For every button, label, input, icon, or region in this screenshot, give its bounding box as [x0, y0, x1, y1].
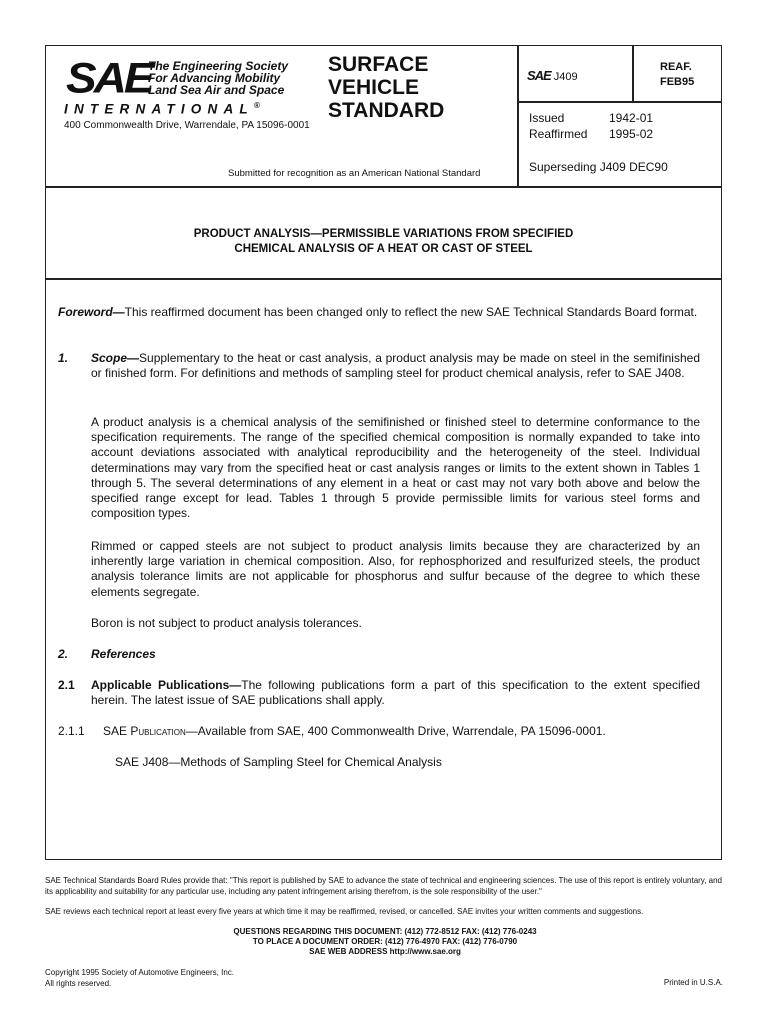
- section-2-1-1-number: 2.1.1: [58, 724, 85, 738]
- divider-title-bottom: [45, 278, 722, 280]
- footer-questions: QUESTIONS REGARDING THIS DOCUMENT: (412) 772-8512 FAX: (412) 776-0243: [233, 927, 537, 936]
- issue-dates: [529, 111, 653, 142]
- reaffirmation-box: [660, 60, 694, 90]
- divider-header-bottom: [45, 186, 722, 188]
- divider-reaf-left: [632, 45, 634, 102]
- reference-j408: SAE J408—Methods of Sampling Steel for Chemical Analysis: [115, 755, 442, 769]
- section-2-heading: References: [91, 647, 156, 661]
- scope-text: Supplementary to the heat or cast analysis, a product analysis may be made on steel in the semifinished or finished form. For definitions and methods of sampling steel for product chemical analysis, refer to SAE J408.: [91, 351, 700, 381]
- footer-rules: SAE Technical Standards Board Rules provide that: "This report is published by SAE to advance the state of technical and engineering sciences. The use of this report is entirely voluntary, and its applicability and suitability for any particular use, including any patent infringement arising therefrom, is the sole responsibility of the user.": [45, 876, 723, 896]
- reaffirmed-value: 1995-02: [609, 126, 654, 141]
- sae-logo: SAE: [66, 54, 152, 102]
- foreword-text: This reaffirmed document has been changed only to reflect the new SAE Technical Standards Board format.: [124, 305, 698, 319]
- divider-docinfo-row: [517, 101, 722, 103]
- tagline-line-1: The Engineering Society: [148, 59, 289, 73]
- footer-contacts: [45, 927, 725, 957]
- applicable-publications-label: Applicable Publications—: [91, 678, 242, 692]
- issued-label: Issued: [529, 111, 565, 125]
- reaf-label: REAF.: [660, 61, 692, 73]
- sae-publication-text: —Available from SAE, 400 Commonwealth Drive, Warrendale, PA 15096-0001.: [185, 724, 606, 738]
- title-line-1: PRODUCT ANALYSIS—PERMISSIBLE VARIATIONS FROM SPECIFIED: [193, 228, 574, 240]
- section-1-scope: [91, 351, 700, 381]
- reaf-date: FEB95: [660, 76, 695, 88]
- footer-web[interactable]: SAE WEB ADDRESS http://www.sae.org: [309, 947, 461, 956]
- paragraph-rimmed-steels: Rimmed or capped steels are not subject to product analysis limits because they are characterized by an inherently large variation in chemical composition. Also, for rephosphorized and resulfurized steels, the product analysis tolerance limits are not applicable for phosphorus and sulfur because of the degree to which these elements segregate.: [91, 539, 700, 599]
- rights-line: All rights reserved.: [45, 978, 112, 988]
- doc-type-line-2: VEHICLE: [328, 76, 420, 99]
- footer-printed: Printed in U.S.A.: [663, 978, 723, 987]
- sae-tagline: [148, 60, 288, 96]
- superseding-note: Superseding J409 DEC90: [529, 160, 668, 174]
- doc-type-line-1: SURFACE: [328, 53, 429, 76]
- footer-order: TO PLACE A DOCUMENT ORDER: (412) 776-4970 FAX: (412) 776-0790: [252, 937, 518, 946]
- section-2-1-1: [103, 724, 703, 739]
- doc-type-line-3: STANDARD: [328, 99, 445, 122]
- applicable-publications-text: The following publications form a part of this specification to the extent specified herein. The latest issue of SAE publications shall apply.: [91, 678, 701, 708]
- foreword: [58, 305, 700, 320]
- scope-label: Scope—: [91, 351, 140, 365]
- registered-mark: ®: [253, 101, 260, 110]
- document-title: [46, 227, 721, 257]
- doc-number-text: J409: [553, 71, 578, 83]
- divider-docinfo-left: [517, 45, 519, 187]
- document-number: [527, 68, 578, 83]
- sae-publication-label: SAE Publication: [103, 724, 186, 738]
- paragraph-product-analysis: A product analysis is a chemical analysis of the semifinished or finished steel to determine conformance to the specification requirements. The range of the specified chemical composition is normally expanded to take into account deviations associated with analytical reproducibility and the heterogeneity of the steel. Individual determinations may vary from the specified heat or cast analysis ranges or limits to the extent shown in Tables 1 through 5. The several determinations of any element in a heat or cast may not vary both above and below the specified range except for lead. Tables 1 through 5 provide permissible limits for various steel forms and composition types.: [91, 415, 700, 521]
- reaffirmed-label: Reaffirmed: [529, 126, 588, 141]
- tagline-line-2: For Advancing Mobility: [148, 71, 281, 85]
- section-2-number: 2.: [58, 647, 69, 661]
- section-2-1-number: 2.1: [58, 678, 75, 692]
- sae-address: 400 Commonwealth Drive, Warrendale, PA 15096-0001: [64, 120, 310, 131]
- submitted-note: Submitted for recognition as an American National Standard: [228, 168, 481, 179]
- tagline-line-3: Land Sea Air and Space: [148, 83, 285, 97]
- document-type: [328, 53, 444, 122]
- issued-value: 1942-01: [609, 111, 654, 125]
- footer-review: SAE reviews each technical report at least every five years at which time it may be reaffirmed, revised, or cancelled. SAE invites your written comments and suggestions.: [45, 907, 644, 916]
- doc-sae-logo: SAE: [527, 68, 551, 83]
- paragraph-boron: Boron is not subject to product analysis tolerances.: [91, 616, 362, 630]
- copyright-line: Copyright 1995 Society of Automotive Engineers, Inc.: [45, 968, 234, 977]
- section-1-number: 1.: [58, 351, 69, 365]
- section-2-1: [91, 678, 700, 708]
- foreword-label: Foreword—: [58, 305, 125, 319]
- title-line-2: CHEMICAL ANALYSIS OF A HEAT OR CAST OF STEEL: [234, 243, 533, 255]
- international-wordmark: INTERNATIONAL®: [64, 101, 260, 117]
